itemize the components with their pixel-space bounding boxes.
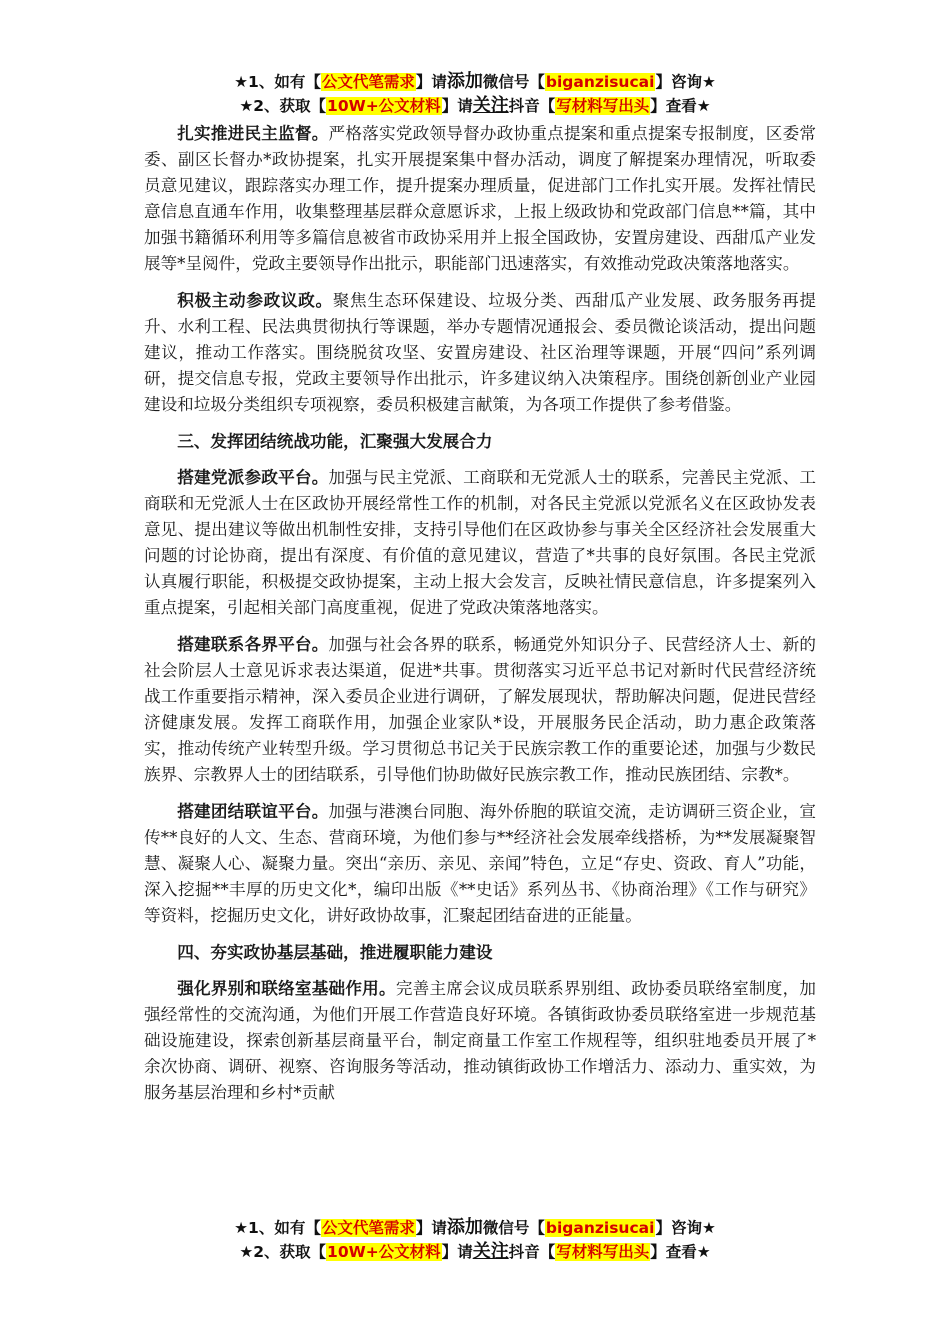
banner-emphasis: 添加 (446, 71, 483, 92)
banner-text: 】咨询★ (655, 1219, 716, 1237)
paragraph-liaison-office (144, 975, 816, 1106)
banner-line-2 (0, 1240, 950, 1264)
wechat-id: biganzisucai (545, 1219, 655, 1237)
highlight-service: 公文代笔需求 (321, 73, 415, 91)
banner-text: 抖音【 (508, 1243, 556, 1261)
section-heading-3: 三、发挥团结统战功能，汇聚强大发展合力 (177, 431, 493, 451)
paragraph-text: 加强与社会各界的联系，畅通党外知识分子、民营经济人士、新的社会阶层人士意见诉求表达渠道，促进*共事。贯彻落实习近平总书记对新时代民营经济统战工作重要指示精神，深入委员企业进行调研，了解发展现状，帮助解决问题，促进民营经济健康发展。发挥工商联作用，加强企业家队*设，开展服务民企活动，助力惠企政策落实，推动传统产业转型升级。学习贯彻总书记关于民族宗教工作的重要论述，加强与少数民族界、宗教界人士的团结联系，引导他们协助做好民族宗教工作，推动民族团结、宗教*。 (144, 635, 817, 784)
banner-text: 】查看★ (650, 1243, 711, 1261)
paragraph-text: 加强与民主党派、工商联和无党派人士的联系，完善民主党派、工商联和无党派人士在区政协开展经常性工作的机制，对各民主党派以党派名义在区政协发表意见、提出建议等做出机制性安排，支持引导他们在区政协参与事关全区经济社会发展重大问题的讨论协商，提出有深度、有价值的意见建议，营造了*共事的良好氛围。各民主党派认真履行职能，积极提交政协提案，主动上报大会发言，反映社情民意信息，许多提案列入重点提案，引起相关部门高度重视，促进了党政决策落地落实。 (144, 468, 817, 617)
section-heading-4: 四、夯实政协基层基础，推进履职能力建设 (177, 942, 493, 962)
highlight-service: 公文代笔需求 (321, 1219, 415, 1237)
banner-text: 】查看★ (650, 97, 711, 115)
banner-text: 】请 (415, 73, 447, 91)
banner-emphasis: 添加 (446, 1217, 483, 1238)
header-banner (0, 70, 950, 118)
footer-banner (0, 1216, 950, 1264)
paragraph-text: 聚焦生态环保建设、垃圾分类、西甜瓜产业发展、政务服务再提升、水利工程、民法典贯彻执行等课题，举办专题情况通报会、委员微论谈活动，提出问题建议，推动工作落实。围绕脱贫攻坚、安置房建设、社区治理等课题，开展“四问”系列调研，提交信息专报，党政主要领导作出批示，许多建议纳入决策程序。围绕创新创业产业园建设和垃圾分类组织专项视察，委员积极建言献策，为各项工作提供了参考借鉴。 (144, 291, 817, 414)
paragraph-sectors-platform (144, 631, 816, 788)
paragraph-lead: 强化界别和联络室基础作用。 (177, 978, 396, 998)
banner-text: ★1、如有【 (234, 1219, 321, 1237)
wechat-id: biganzisucai (545, 73, 655, 91)
banner-text: 微信号【 (482, 73, 545, 91)
banner-text: 抖音【 (508, 97, 556, 115)
paragraph-lead: 搭建团结联谊平台。 (177, 801, 329, 821)
banner-text: ★1、如有【 (234, 73, 321, 91)
paragraph-lead: 积极主动参政议政。 (177, 290, 333, 310)
paragraph-lead: 搭建党派参政平台。 (177, 467, 329, 487)
douyin-account: 写材料写出头 (556, 1243, 650, 1261)
paragraph-participation (144, 287, 816, 418)
banner-text: ★2、获取【 (239, 97, 327, 115)
highlight-materials: 10W+公文材料 (327, 97, 441, 115)
banner-emphasis: 关注 (472, 1241, 509, 1262)
paragraph-text: 加强与港澳台同胞、海外侨胞的联谊交流，走访调研三资企业，宣传**良好的人文、生态、营商环境，为他们参与**经济社会发展牵线搭桥，为**发展凝聚智慧、凝聚人心、凝聚力量。突出“亲历、亲见、亲闻”特色，立足“存史、资政、育人”功能，深入挖掘**丰厚的历史文化*，编印出版《**史话》系列丛书、《协商治理》《工作与研究》等资料，挖掘历史文化，讲好政协故事，汇聚起团结奋进的正能量。 (144, 802, 817, 925)
banner-line-1 (0, 1216, 950, 1240)
douyin-account: 写材料写出头 (556, 97, 650, 115)
document-body (144, 120, 816, 1116)
banner-text: 】请 (441, 97, 473, 115)
paragraph-party-platform (144, 464, 816, 621)
paragraph-unity-platform (144, 798, 816, 929)
paragraph-lead: 搭建联系各界平台。 (177, 634, 329, 654)
paragraph-text: 完善主席会议成员联系界别组、政协委员联络室制度，加强经常性的交流沟通，为他们开展工作营造良好环境。各镇街政协委员联络室进一步规范基础设施建设，探索创新基层商量平台，制定商量工作室工作规程等，组织驻地委员开展了*余次协商、调研、视察、咨询服务等活动，推动镇街政协工作增活力、添动力、重实效，为服务基层治理和乡村*贡献 (144, 979, 817, 1102)
banner-text: 】请 (441, 1243, 473, 1261)
banner-text: 微信号【 (482, 1219, 545, 1237)
banner-text: 】请 (415, 1219, 447, 1237)
banner-emphasis: 关注 (472, 95, 509, 116)
paragraph-lead: 扎实推进民主监督。 (177, 123, 329, 143)
banner-text: ★2、获取【 (239, 1243, 327, 1261)
highlight-materials: 10W+公文材料 (327, 1243, 441, 1261)
paragraph-democratic-supervision (144, 120, 816, 277)
banner-line-1 (0, 70, 950, 94)
banner-text: 】咨询★ (655, 73, 716, 91)
banner-line-2 (0, 94, 950, 118)
paragraph-text: 严格落实党政领导督办政协重点提案和重点提案专报制度，区委常委、副区长督办*政协提案，扎实开展提案集中督办活动，调度了解提案办理情况，听取委员意见建议，跟踪落实办理工作，提升提案办理质量，促进部门工作扎实开展。发挥社情民意信息直通车作用，收集整理基层群众意愿诉求，上报上级政协和党政部门信息**篇，其中加强书籍循环利用等多篇信息被省市政协采用并上报全国政协，安置房建设、西甜瓜产业发展等*呈阅件，党政主要领导作出批示，职能部门迅速落实，有效推动党政决策落地落实。 (144, 124, 817, 273)
